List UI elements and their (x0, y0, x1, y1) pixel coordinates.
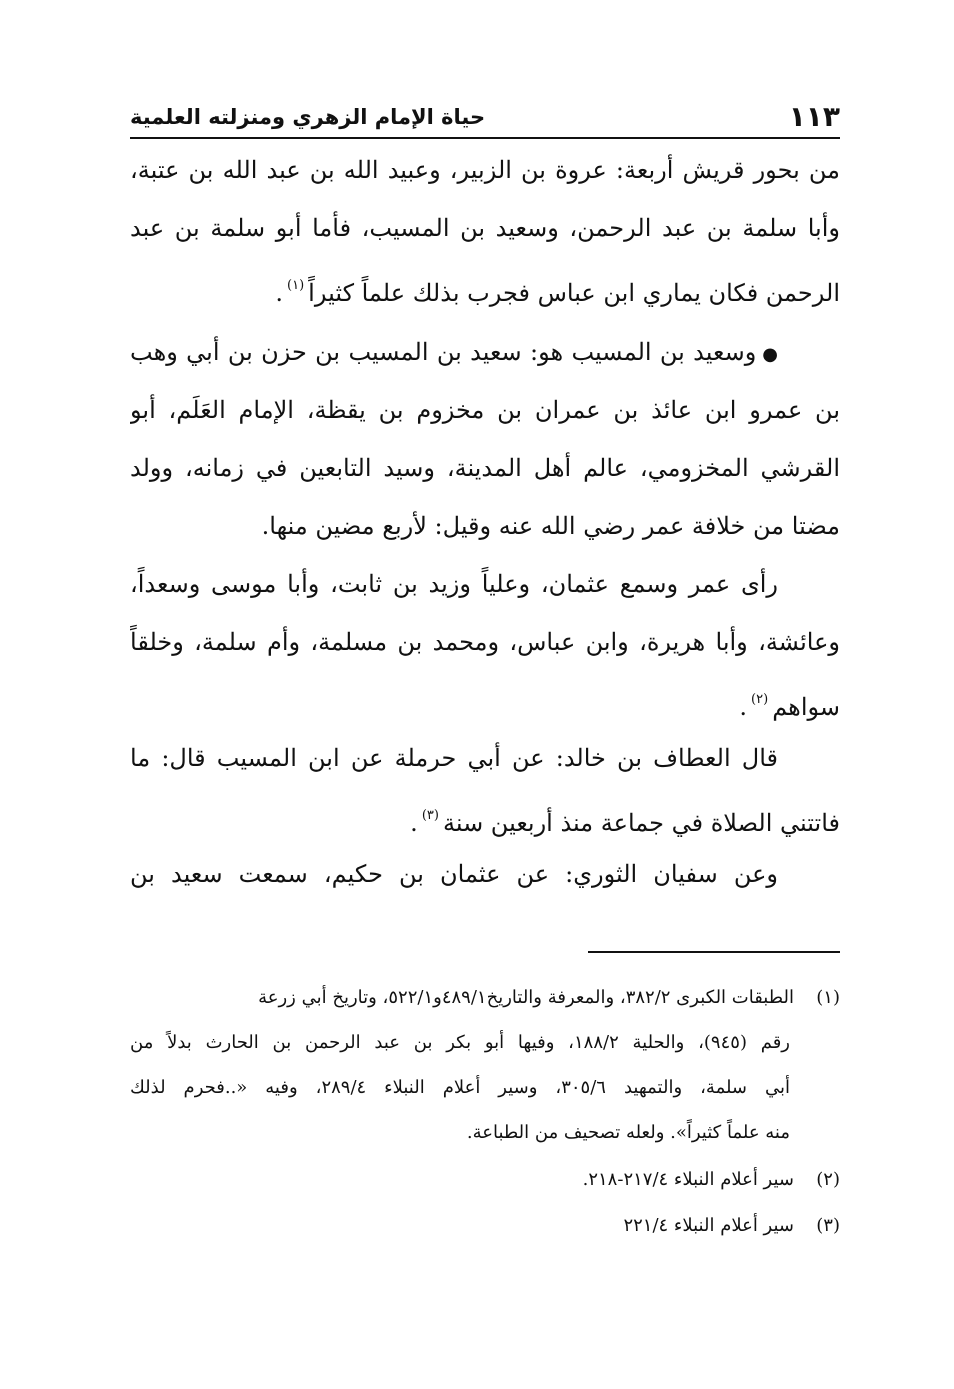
text-line: وأبا سلمة بن عبد الرحمن، وسعيد بن المسيب، فأما أبو سلمة بن عبد (130, 214, 840, 242)
text-segment: وسعيد بن المسيب هو: سعيد بن المسيب بن حزن بن أبي وهب (130, 338, 757, 366)
period: . (739, 693, 748, 721)
footnote-line: منه علماً كثيراً». ولعله تصحيف من الطباعة. (466, 1122, 790, 1143)
footnote-line (130, 1157, 840, 1202)
footnote-ref: (٢) (751, 692, 769, 707)
text-line: من بحور قريش أربعة: عروة بن الزبير، وعبيد الله بن عبد الله بن عتبة، (130, 156, 840, 184)
footnote-ref: (٣) (421, 808, 439, 823)
text-line (130, 788, 840, 844)
text-segment: فاتتني الصلاة في جماعة منذ أربعين سنة (442, 809, 840, 837)
text-line (130, 672, 840, 728)
period: . (275, 279, 284, 307)
text-line (130, 324, 840, 380)
footnote-line: أبي سلمة، والتمهيد ٣٠٥/٦، وسير أعلام النبلاء ٢٨٩/٤، وفيه «..فحرم لذلك (130, 1077, 790, 1098)
text-segment: الرحمن فكان يماري ابن عباس فجرب بذلك علماً كثيراً (308, 279, 840, 307)
footnote-line: رقم (٩٤٥)، والحلية ١٨٨/٢، وفيها أبو بكر بن عبد الرحمن بن الحارث بدلاً من (130, 1032, 790, 1053)
text-line: قال العطاف بن خالد: عن أبي حرملة عن ابن المسيب قال: ما (130, 744, 778, 772)
text-line: رأى عمر وسمع عثمان، وعلياً وزيد بن ثابت، وأبا موسى وسعداً، (130, 570, 778, 598)
text-line: وعن سفيان الثوري: عن عثمان بن حكيم، سمعت سعيد بن (130, 860, 778, 888)
footnote-number: (٣) (816, 1215, 840, 1236)
footnote-ref: (١) (287, 278, 305, 293)
page-number: ١١٣ (788, 100, 840, 133)
footnote-text: الطبقات الكبرى ٣٨٢/٢، والمعرفة والتاريخ٤٨٩/١و٥٢٢/١، وتاريخ أبي زرعة (258, 987, 794, 1008)
period: . (410, 809, 418, 837)
main-text (130, 142, 840, 902)
bullet-icon: ● (762, 344, 778, 365)
running-title: حياة الإمام الزهري ومنزلته العلمية (130, 105, 486, 129)
text-line: وعائشة، وأبا هريرة، وابن عباس، ومحمد بن مسلمة، وأم سلمة، وخلقاً (130, 628, 840, 656)
footnote-line (130, 1203, 840, 1248)
footnote-text: سير أعلام النبلاء ٢١٧/٤-٢١٨. (582, 1169, 794, 1190)
footnote-number: (٢) (816, 1169, 840, 1190)
text-line: القرشي المخزومي، عالم أهل المدينة، وسيد التابعين في زمانه، وولد (130, 454, 840, 482)
text-line (130, 258, 840, 314)
header-rule (130, 137, 840, 139)
text-segment: سواهم (772, 693, 840, 721)
text-line: بن عمرو ابن عائذ بن عمران بن مخزوم بن يقظة، الإمام العَلَم، أبو (130, 396, 840, 424)
footnotes (130, 975, 840, 1275)
footnote-separator (588, 951, 840, 953)
footnote-number: (١) (816, 987, 840, 1008)
footnote-line (130, 975, 840, 1020)
page-header (130, 97, 840, 137)
footnote-text: سير أعلام النبلاء ٢٢١/٤ (623, 1215, 794, 1236)
text-line: مضتا من خلافة عمر رضي الله عنه وقيل: لأربع مضين منها. (261, 512, 840, 540)
